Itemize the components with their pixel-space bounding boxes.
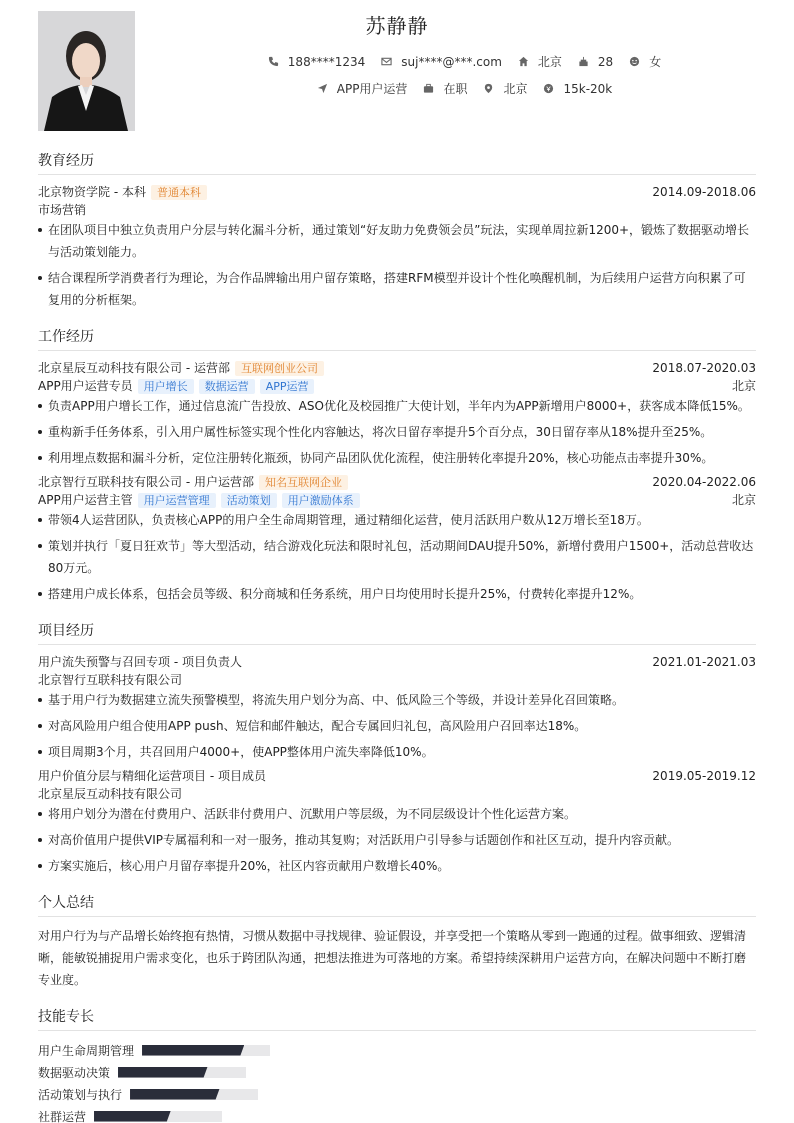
projects-section (38, 620, 756, 881)
skill-fill (130, 1089, 220, 1100)
age-text: 28 (597, 54, 614, 69)
education-dates: 2014.09-2018.06 (652, 185, 756, 199)
work-bullets (38, 509, 756, 605)
summary-title: 个人总结 (38, 892, 756, 917)
education-section (38, 150, 756, 315)
list-item: 将用户划分为潜在付费用户、活跃非付费用户、沉默用户等层级，为不同层级设计个性化运营方案。 (38, 803, 756, 825)
skill-label: 用户生命周期管理 (38, 1043, 135, 1058)
skill-tag: 数据运营 (199, 379, 255, 394)
list-item: 对高价值用户提供VIP专属福利和一对一服务，推动其复购；对活跃用户引导参与话题创作和社区互动，提升内容贡献。 (38, 829, 756, 851)
education-major: 市场营销 (38, 203, 87, 217)
list-item: 搭建用户成长体系，包括会员等级、积分商城和任务系统，用户日均使用时长提升25%，付费转化率提升12%。 (38, 583, 756, 605)
work-section (38, 326, 756, 609)
project-org: 北京智行互联科技有限公司 (38, 673, 183, 687)
project-bullets (38, 803, 756, 877)
home-icon (518, 56, 529, 67)
gender-info (629, 53, 661, 70)
list-item: 重构新手任务体系，引入用户属性标签实现个性化内容触达，将次日留存率提升5个百分点，30日留存率从18%提升至25%。 (38, 421, 756, 443)
project-dates: 2021.01-2021.03 (652, 655, 756, 669)
pin-icon (483, 83, 494, 94)
age-info (578, 53, 613, 70)
smile-icon (629, 56, 640, 67)
list-item: 对高风险用户组合使用APP push、短信和邮件触达，配合专属回归礼包，高风险用户召回率达18%。 (38, 715, 756, 737)
skill-label: 活动策划与执行 (38, 1087, 123, 1102)
list-item: 带领4人运营团队，负责核心APP的用户全生命周期管理，通过精细化运营，使月活跃用户数从12万增长至18万。 (38, 509, 756, 531)
skill-bar (94, 1111, 222, 1122)
location-info (518, 53, 562, 70)
project-org-row (38, 785, 756, 803)
project-bullets (38, 689, 756, 763)
briefcase-icon (423, 83, 434, 94)
project-org: 北京星辰互动科技有限公司 (38, 787, 183, 801)
skill-item (38, 1105, 399, 1123)
send-icon (317, 83, 328, 94)
work-position-row (38, 377, 756, 395)
skills-section (38, 1006, 756, 1123)
project-header (38, 767, 756, 785)
list-item: 项目周期3个月，共召回用户4000+，使APP整体用户流失率降低10%。 (38, 741, 756, 763)
mail-icon (381, 56, 392, 67)
skill-item (38, 1061, 399, 1083)
list-item: 利用埋点数据和漏斗分析，定位注册转化瓶颈，协同产品团队优化流程，使注册转化率提升20%，核心功能点击率提升30%。 (38, 447, 756, 469)
candidate-name: 苏静静 (365, 14, 429, 38)
contact-info-row (135, 53, 794, 70)
list-item: 在团队项目中独立负责用户分层与转化漏斗分析，通过策划“好友助力免费领会员”玩法，实现单周拉新1200+，锻炼了数据驱动增长与活动策划能力。 (38, 219, 756, 263)
work-city: 北京 (731, 379, 756, 393)
project-header (38, 653, 756, 671)
position-name: APP用户运营主管 (38, 493, 133, 507)
target-city-info (483, 80, 527, 97)
project-dates: 2019.05-2019.12 (652, 769, 756, 783)
skill-fill (94, 1111, 171, 1122)
skill-tag: 活动策划 (221, 493, 277, 508)
target-job-info (317, 80, 408, 97)
list-item: 结合课程所学消费者行为理论，为合作品牌输出用户留存策略，搭建RFM模型并设计个性化唤醒机制，为后续用户运营方向积累了可复用的分析框架。 (38, 267, 756, 311)
skills-grid (38, 1039, 756, 1123)
list-item: 方案实施后，核心用户月留存率提升20%，社区内容贡献用户数增长40%。 (38, 855, 756, 877)
email-text: suj****@***.com (401, 54, 502, 69)
skill-tag: 用户运营管理 (138, 493, 216, 508)
projects-title: 项目经历 (38, 620, 756, 645)
project-org-row (38, 671, 756, 689)
salary-info (543, 80, 612, 97)
school-name: 北京物资学院 - 本科 (38, 185, 146, 199)
phone-icon (268, 56, 279, 67)
skill-fill (118, 1067, 208, 1078)
skill-bar (118, 1067, 246, 1078)
list-item: 策划并执行「夏日狂欢节」等大型活动，结合游戏化玩法和限时礼包，活动期间DAU提升50%，新增付费用户1500+，活动总营收达80万元。 (38, 535, 756, 579)
project-title: 用户价值分层与精细化运营项目 - 项目成员 (38, 769, 266, 783)
work-dates: 2020.04-2022.06 (652, 475, 756, 489)
work-city: 北京 (731, 493, 756, 507)
company-name: 北京星辰互动科技有限公司 - 运营部 (38, 361, 230, 375)
salary-text: 15k-20k (563, 81, 613, 96)
work-header (38, 359, 756, 377)
work-header (38, 473, 756, 491)
target-city-text: 北京 (503, 82, 528, 96)
school-tag: 普通本科 (151, 185, 207, 200)
status-info (423, 80, 467, 97)
summary-section (38, 892, 756, 991)
work-title: 工作经历 (38, 326, 756, 351)
skill-label: 社群运营 (38, 1109, 87, 1123)
skill-tag: 用户激励体系 (282, 493, 360, 508)
position-name: APP用户运营专员 (38, 379, 133, 393)
company-name: 北京智行互联科技有限公司 - 用户运营部 (38, 475, 254, 489)
company-tag: 互联网创业公司 (235, 361, 324, 376)
cake-icon (578, 56, 589, 67)
work-dates: 2018.07-2020.03 (652, 361, 756, 375)
project-title: 用户流失预警与召回专项 - 项目负责人 (38, 655, 242, 669)
work-position-row (38, 491, 756, 509)
skill-tag: 用户增长 (138, 379, 194, 394)
email-info (381, 53, 502, 70)
skill-item (38, 1039, 399, 1061)
education-bullets (38, 219, 756, 311)
work-bullets (38, 395, 756, 469)
education-major-row (38, 201, 756, 219)
list-item: 负责APP用户增长工作，通过信息流广告投放、ASO优化及校园推广大使计划，半年内为APP新增用户8000+，获客成本降低15%。 (38, 395, 756, 417)
target-job-text: APP用户运营 (336, 82, 408, 96)
job-intent-row (135, 80, 794, 97)
location-text: 北京 (537, 55, 562, 69)
phone-text: 188****1234 (287, 54, 366, 69)
education-header (38, 183, 756, 201)
gender-text: 女 (649, 55, 662, 69)
summary-text: 对用户行为与产品增长始终抱有热情，习惯从数据中寻找规律、验证假设，并享受把一个策略从零到一跑通的过程。做事细致、逻辑清晰，能敏锐捕捉用户需求变化，也乐于跨团队沟通，把想法推进为可落地的方案。希望持续深耕用户运营方向，在解决问题中不断打磨专业度。 (38, 929, 747, 987)
education-title: 教育经历 (38, 150, 756, 175)
skills-title: 技能专长 (38, 1006, 756, 1031)
list-item: 基于用户行为数据建立流失预警模型，将流失用户划分为高、中、低风险三个等级，并设计差异化召回策略。 (38, 689, 756, 711)
phone-info (268, 53, 365, 70)
status-text: 在职 (443, 82, 468, 96)
skill-fill (142, 1045, 244, 1056)
skill-tag: APP运营 (260, 379, 315, 394)
skill-bar (142, 1045, 270, 1056)
skill-label: 数据驱动决策 (38, 1065, 111, 1080)
coin-icon (543, 83, 554, 94)
skill-item (38, 1083, 399, 1105)
company-tag: 知名互联网企业 (259, 475, 348, 490)
skill-bar (130, 1089, 258, 1100)
